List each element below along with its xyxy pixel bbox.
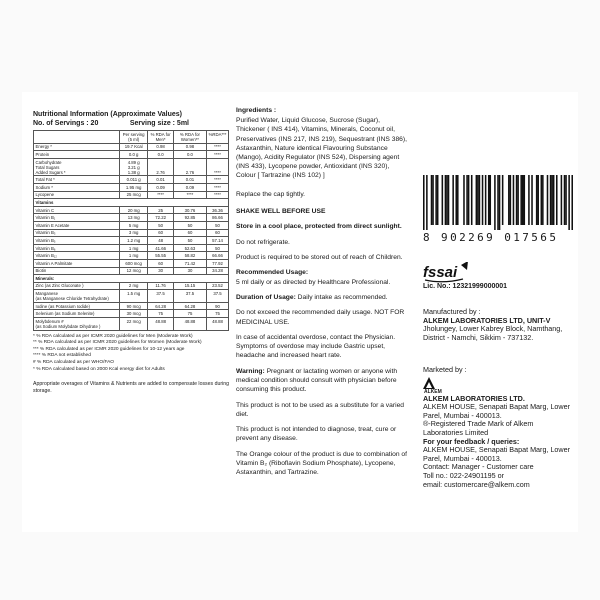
nutrition-row — [34, 310, 229, 318]
barcode-bar — [561, 175, 563, 225]
barcode-bar — [571, 175, 573, 230]
overdose-text: In case of accidental overdose, contact the Physician. Symptoms of overdose may include Gastric upset, headache and increased heart rate. — [236, 333, 396, 360]
manufactured-by-label: Manufactured by : — [423, 307, 481, 316]
not-exceed-text: Do not exceed the recommended daily usage. NOT FOR MEDICINAL USE. — [236, 309, 405, 326]
barcode-bar — [457, 175, 459, 225]
nutrition-row — [34, 183, 229, 191]
nutrient-name: Manganese (as Manganese Chloride Tetrahydrate) — [34, 290, 120, 303]
nutrition-section-label: Vitamins — [34, 199, 229, 207]
barcode-bar — [565, 175, 567, 225]
nutrient-value: 55.55 — [148, 252, 174, 260]
nutrition-row — [34, 221, 229, 229]
nutrition-row — [34, 151, 229, 159]
nutrient-value: 60 — [148, 229, 174, 237]
nutrient-value: 50 — [173, 237, 206, 245]
nutrient-value: 50 — [207, 244, 229, 252]
nutrient-value: 75 — [207, 310, 229, 318]
nutrient-value: 64.28 — [148, 302, 174, 310]
footnote: *** % RDA calculated as per ICMR 2020 guidelines for 10-12 years age — [33, 346, 185, 352]
barcode-bar — [468, 175, 470, 225]
nutrition-row — [34, 206, 229, 214]
barcode-bar — [564, 175, 566, 225]
barcode-bar — [445, 175, 447, 225]
nutrient-value: 48.88 — [207, 318, 229, 331]
ingredients-column — [236, 106, 408, 484]
nutrient-value: 71.42 — [173, 259, 206, 267]
alkem-logo — [423, 377, 573, 389]
nutrient-value: 37.5 — [207, 290, 229, 303]
servings-line — [33, 120, 229, 129]
nutrient-value: 64.28 — [173, 302, 206, 310]
nutrient-value: 1.5 mg — [120, 290, 148, 303]
nutrition-row — [34, 252, 229, 260]
nutrition-header-cell: % RDA for Women** — [173, 131, 206, 144]
nutrition-table-header — [34, 131, 229, 144]
manufacturer-name: ALKEM LABORATORIES LTD, UNIT-V — [423, 315, 551, 325]
nutrient-value: 37.5 — [148, 290, 174, 303]
recommended-usage — [236, 268, 408, 286]
nutrient-name: Energy * — [34, 143, 120, 151]
nutrient-name: Vitamin C — [34, 206, 120, 214]
rec-usage-text: 5 ml daily or as directed by Healthcare Professional. — [236, 278, 391, 286]
nutrition-row — [34, 290, 229, 303]
nutrient-value: **** — [173, 191, 206, 199]
nutrient-name: Sodium * — [34, 183, 120, 191]
barcode-bar — [541, 175, 543, 225]
registered-trademark: ®-Registered Trade Mark of Alkem Laboratories Limited — [423, 419, 534, 437]
duration-text: Daily intake as recommended. — [295, 293, 388, 301]
nutrient-value: 0.0 g — [120, 151, 148, 159]
nutrition-row — [34, 214, 229, 222]
barcode-bar — [528, 175, 530, 225]
nutrient-name: Total Fat * — [34, 176, 120, 184]
nutrient-value: 4.89 g 3.21 g 1.38 g — [120, 158, 148, 176]
footnote: # % RDA calculated as per WHO/FAO — [33, 360, 115, 366]
nutrient-value: 20 mg — [120, 206, 148, 214]
nutrient-name: Vitamin B₁₂ — [34, 252, 120, 260]
nutrient-value: 48.88 — [173, 318, 206, 331]
overages-note: Appropriate overages of Vitamins & Nutrients are added to compensate losses during storage. — [33, 381, 229, 395]
nutrition-header-cell — [34, 131, 120, 144]
nutrient-value: **** — [207, 191, 229, 199]
barcode-bar — [437, 175, 439, 225]
barcode-bar — [531, 175, 533, 225]
nutrition-title: Nutritional Information (Approximate Values) — [33, 111, 182, 118]
nutrient-value: 77.92 — [207, 259, 229, 267]
nutrient-value: 0.09 — [173, 183, 206, 191]
barcode-bar — [494, 175, 496, 230]
alkem-logo-icon — [423, 377, 435, 389]
serving-size: Serving size : 5ml — [129, 119, 189, 127]
nutrient-value: **** — [207, 143, 229, 151]
nutrient-value: **** — [207, 158, 229, 176]
nutrient-value: 1 mg — [120, 252, 148, 260]
barcode — [423, 175, 573, 247]
barcode-digits: 8 902269 017565 — [423, 231, 559, 244]
nutrient-name: Protein — [34, 151, 120, 159]
nutrient-value: 1.2 mg — [120, 237, 148, 245]
nutrient-value: 48 — [148, 237, 174, 245]
fssai-logo-icon — [423, 262, 483, 284]
nutrient-value: 37.5 — [173, 290, 206, 303]
manufacturer-block — [423, 308, 573, 342]
barcode-bar — [479, 175, 481, 225]
nutrition-table-body — [34, 143, 229, 330]
warning-body: Pregnant or lactating women or anyone with medical condition should consult with physician before consuming this product. — [236, 367, 398, 394]
barcode-bar — [455, 175, 457, 225]
nutrient-value: 2.76 — [148, 158, 174, 176]
nutrient-value: 0.98 — [148, 143, 174, 151]
nutrient-value: 2.76 — [173, 158, 206, 176]
footnote: * % RDA calculated as per ICMR 2020 guidelines for Men (Moderate Work) — [33, 333, 193, 339]
marketer-address: ALKEM HOUSE, Senapati Bapat Marg, Lower Parel, Mumbai - 400013. — [423, 402, 571, 420]
nutrition-row — [34, 176, 229, 184]
nutrient-value: 19.7 Kcal — [120, 143, 148, 151]
nutrient-value: 75 — [148, 310, 174, 318]
footnote: * % RDA calculated based on 2000 Kcal energy diet for Adults — [33, 366, 165, 372]
nutrient-value: 50 — [207, 221, 229, 229]
barcode-bar — [463, 175, 465, 225]
barcode-bar — [553, 175, 555, 225]
nutrition-section-row — [34, 275, 229, 283]
nutrient-value: 90 mcg — [120, 302, 148, 310]
nutrient-value: 48.88 — [148, 318, 174, 331]
nutrition-row — [34, 318, 229, 331]
nutrient-value: 0.98 — [173, 143, 206, 151]
nutrition-row — [34, 191, 229, 199]
nutrition-row — [34, 143, 229, 151]
nutrient-value: 1 mg — [120, 244, 148, 252]
children-text: Product is required to be stored out of reach of Children. — [236, 254, 403, 261]
nutrient-value: **** — [148, 191, 174, 199]
barcode-bar — [488, 175, 490, 225]
nutrient-value: 0.01 — [173, 176, 206, 184]
barcode-bar — [556, 175, 558, 225]
nutrient-name: Carbohydrate Total Sugars Added Sugars * — [34, 158, 120, 176]
ingredients-text: Purified Water, Liquid Glucose, Sucrose (Sugar), Thickener ( INS 414), Vitamins, Minerals, Coconut oil, Preservatives (INS 217, INS 219), Sequestrant (INS 386), Astaxanthin, Nature identical Flavouring Substance (Mango), Acidity Regulator (INS 524), Dispersing agent (INS 433), Lycopene powder, Antioxidant (INS 320), Colour [ Tartrazine (INS 102) ] — [236, 117, 407, 180]
nutrient-name: Vitamin E Acetate — [34, 221, 120, 229]
footnote: **** % RDA not established — [33, 353, 91, 359]
barcode-bar — [466, 175, 468, 225]
nutrient-name: Vitamin B₆ — [34, 244, 120, 252]
email: email: customercare@alkem.com — [423, 479, 530, 489]
barcode-bar — [550, 175, 552, 225]
barcode-bar — [476, 175, 478, 225]
nutrient-value: 0.0 — [148, 151, 174, 159]
nutrient-value: 3 mg — [120, 229, 148, 237]
barcode-bar — [435, 175, 437, 225]
nutrient-value: **** — [207, 151, 229, 159]
warning-title: Warning: — [236, 367, 265, 375]
barcode-bar — [517, 175, 519, 225]
orange-colour-text: The Orange colour of the product is due to combination of Vitamin B₂ (Riboflavin Sodium Phosphate), Lycopene, Astaxanthin, and Tartrazine. — [236, 450, 408, 477]
nutrient-value: 34.28 — [207, 267, 229, 275]
rec-usage-title: Recommended Usage: — [236, 269, 309, 277]
nutrient-value: 2 mg — [120, 282, 148, 290]
no-refrigerate-text: Do not refrigerate. — [236, 238, 290, 246]
fssai-logo-text: fssai — [423, 264, 458, 281]
nutrient-value: 90 — [207, 302, 229, 310]
barcode-bar — [524, 175, 526, 225]
nutrient-value: 25 mcg — [120, 191, 148, 199]
marketed-by-label: Marketed by : — [423, 365, 467, 374]
barcode-bar — [499, 175, 501, 230]
nutrition-row — [34, 244, 229, 252]
nutrient-value: 12 mcg — [120, 267, 148, 275]
barcode-bar — [497, 175, 499, 230]
nutrient-name: Vitamin A Palmitate — [34, 259, 120, 267]
nutrient-value: 50 — [173, 221, 206, 229]
nutrient-value: 60 — [207, 229, 229, 237]
nutrition-row — [34, 259, 229, 267]
barcode-bar — [452, 175, 454, 225]
barcode-bar — [537, 175, 539, 225]
footnote: ** % RDA calculated as per ICMR 2020 guidelines for Women (Moderate Work) — [33, 340, 202, 346]
nutrient-value: 52.63 — [173, 244, 206, 252]
nutrition-row — [34, 237, 229, 245]
nutrition-row — [34, 282, 229, 290]
nutrient-value: 60 — [173, 229, 206, 237]
nutrient-value: 66.66 — [207, 252, 229, 260]
toll-number: Toll no.: 022-24901195 or — [423, 470, 504, 480]
nutrient-value: 25 — [148, 206, 174, 214]
footnotes — [33, 334, 229, 374]
nutrient-name: Vitamin B₅ — [34, 237, 120, 245]
nutrient-value: 50 — [148, 221, 174, 229]
barcode-bar — [423, 175, 425, 230]
barcode-bar — [522, 175, 524, 225]
nutrition-row — [34, 158, 229, 176]
marketer-block — [423, 366, 573, 489]
license-number: Lic. No.: 12321999000001 — [423, 283, 508, 290]
duration-usage — [236, 293, 408, 302]
nutrient-value: 15.15 — [173, 282, 206, 290]
alkem-logo-text: ALKEM — [424, 388, 442, 395]
barcode-bar — [426, 175, 428, 230]
barcode-bar — [446, 175, 448, 225]
feedback-address: ALKEM HOUSE, Senapati Bapat Marg, Lower Parel, Mumbai - 400013. — [423, 445, 571, 463]
nutrient-value: **** — [207, 176, 229, 184]
nutrient-value: 30 — [173, 267, 206, 275]
barcode-bar — [536, 175, 538, 225]
nutrient-value: 75 — [173, 310, 206, 318]
nutrition-table — [33, 130, 229, 331]
barcode-bar — [432, 175, 434, 225]
nutrition-section-label: Minerals: — [34, 275, 229, 283]
nutrient-name: Lycopene — [34, 191, 120, 199]
barcode-bar — [502, 175, 504, 225]
marketer-name: ALKEM LABORATORIES LTD. — [423, 393, 525, 403]
barcode-bar — [547, 175, 549, 225]
nutrient-value: 86.66 — [207, 214, 229, 222]
nutrient-value: 600 mcg — [120, 259, 148, 267]
ingredients-title: Ingredients : — [236, 107, 277, 114]
nutrient-value: 36.36 — [207, 206, 229, 214]
nutrient-name: Zinc (as Zinc Gluconate ) — [34, 282, 120, 290]
nutrition-row — [34, 267, 229, 275]
nutrition-header-cell: % RDA for Men* — [148, 131, 174, 144]
nutrient-value: 30 — [148, 267, 174, 275]
barcode-bar — [477, 175, 479, 225]
barcode-bar — [442, 175, 444, 225]
nutrient-value: **** — [207, 183, 229, 191]
barcode-bar — [568, 175, 570, 230]
nutrient-value: 1.95 mg — [120, 183, 148, 191]
warning-text — [236, 367, 408, 395]
nutrient-value: 11.76 — [148, 282, 174, 290]
nutrient-name: Biotin — [34, 267, 120, 275]
not-substitute-text: This product is not to be used as a substitute for a varied diet. — [236, 401, 405, 418]
nutrition-column — [33, 111, 229, 395]
nutrient-value: 0.011 g — [120, 176, 148, 184]
nutrition-header-cell: %RDA*** — [207, 131, 229, 144]
nutrient-value: 30 mcg — [120, 310, 148, 318]
nutrient-value: 72.22 — [148, 214, 174, 222]
barcode-bar — [516, 175, 518, 225]
not-intended-text: This product is not intended to diagnose, treat, cure or prevent any disease. — [236, 426, 397, 443]
nutrient-name: Iodine (as Potassium Iodide) — [34, 302, 120, 310]
nutrient-value: 23.52 — [207, 282, 229, 290]
barcode-bar — [510, 175, 512, 225]
nutrient-value: 30.76 — [173, 206, 206, 214]
nutrition-section-row — [34, 199, 229, 207]
barcode-bars — [423, 175, 573, 230]
nutrient-value: 92.85 — [173, 214, 206, 222]
barcode-bar — [485, 175, 487, 225]
manufacturer-address: Jholungey, Lower Kabrey Block, Namthang, District - Namchi, Sikkim - 737132. — [423, 324, 563, 342]
nutrient-value: 0.09 — [148, 183, 174, 191]
nutrient-name: Molybdenum # (as Sodium Molybdate Dihydrate ) — [34, 318, 120, 331]
nutrition-row — [34, 302, 229, 310]
nutrient-value: 5 mg — [120, 221, 148, 229]
nutrient-value: 0.01 — [148, 176, 174, 184]
barcode-bar — [551, 175, 553, 225]
nutrient-value: 13 mg — [120, 214, 148, 222]
barcode-bar — [520, 175, 522, 225]
nutrient-value: 22 mcg — [120, 318, 148, 331]
nutrient-value: 58.82 — [173, 252, 206, 260]
barcode-bar — [542, 175, 544, 225]
barcode-bar — [489, 175, 491, 225]
nutrition-row — [34, 229, 229, 237]
barcode-bar — [513, 175, 515, 225]
storage-text: Store in a cool place, protected from direct sunlight. — [236, 223, 402, 231]
duration-title: Duration of Usage: — [236, 293, 296, 301]
nutrient-value: 41.66 — [148, 244, 174, 252]
contact-line: Contact: Manager - Customer care — [423, 462, 534, 472]
feedback-title: For your feedback / queries: — [423, 436, 520, 446]
nutrient-value: 0.0 — [173, 151, 206, 159]
nutrient-value: 57.14 — [207, 237, 229, 245]
barcode-bar — [508, 175, 510, 225]
barcode-bar — [448, 175, 450, 225]
nutrient-name: Vitamin B₁ — [34, 214, 120, 222]
fssai-logo — [423, 262, 483, 284]
nutrient-name: Vitamin B₃ — [34, 229, 120, 237]
nutrition-header-cell: Per serving (5 ml) — [120, 131, 148, 144]
barcode-bar — [471, 175, 473, 225]
replace-cap-text: Replace the cap tightly. — [236, 190, 306, 198]
servings-count: No. of Servings : 20 — [33, 119, 99, 127]
barcode-bar — [482, 175, 484, 225]
barcode-bar — [431, 175, 433, 225]
shake-well-text: SHAKE WELL BEFORE USE — [236, 207, 326, 215]
nutrient-name: Selenium (as Sodium Selenite) — [34, 310, 120, 318]
nutrient-value: 60 — [148, 259, 174, 267]
